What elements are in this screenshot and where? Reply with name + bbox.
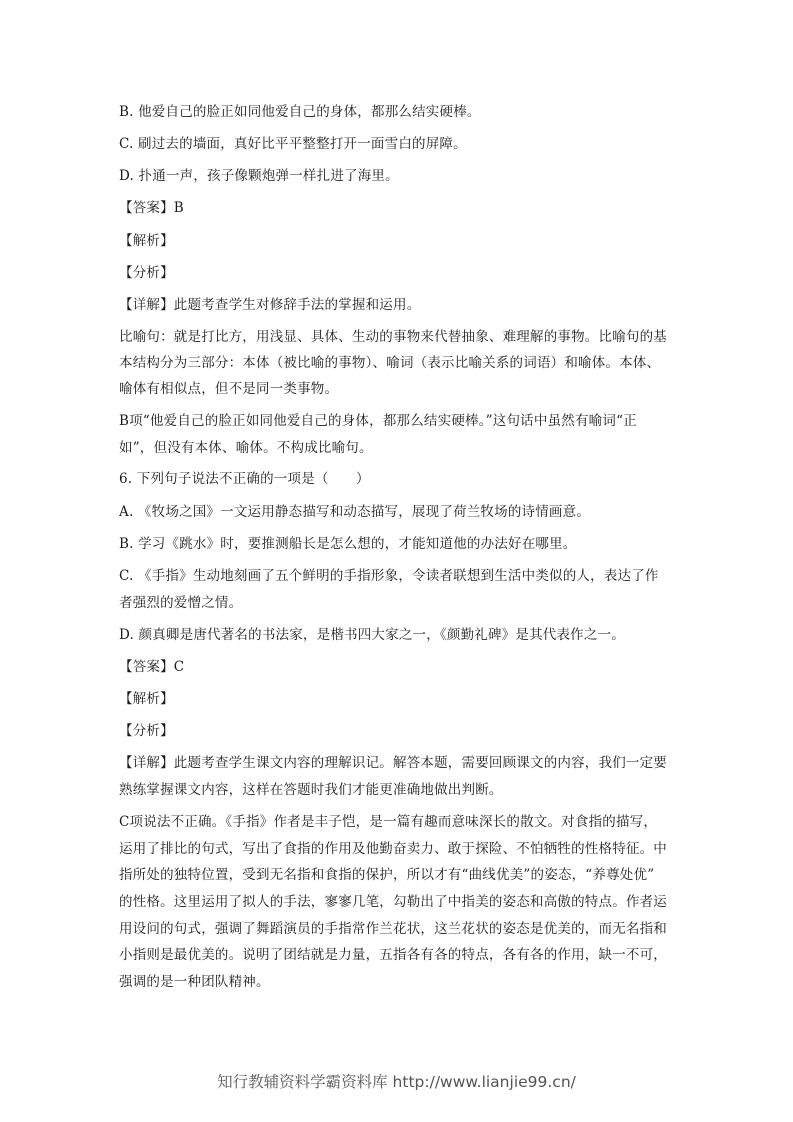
text-line: 小指则是最优美的。说明了团结就是力量，五指各有各的特点，各有各的作用，缺一不可， [119, 947, 667, 963]
text-line: D. 扑通一声，孩子像颗炮弹一样扎进了海里。 [119, 168, 399, 184]
text-line: 用设问的句式，强调了舞蹈演员的手指常作兰花状，这兰花状的姿态是优美的，而无名指和 [119, 921, 667, 937]
emphasis-char: 正 [232, 471, 247, 487]
text-line: 【分析】 [119, 723, 174, 739]
text-line: 运用了排比的句式，写出了食指的作用及他勤奋卖力、敢于探险、不怕牺牲的性格特征。中 [119, 841, 667, 857]
text-line: 的性格。这里运用了拟人的手法，寥寥几笔，勾勒出了中指美的姿态和高傲的特点。作者运 [119, 894, 667, 910]
text-line: 强调的是一种团队精神。 [119, 974, 270, 990]
text-line: 【详解】此题考查学生课文内容的理解识记。解答本题，需要回顾课文的内容，我们一定要 [119, 755, 667, 771]
emphasis-char: 不 [218, 471, 233, 487]
question-6 [119, 470, 679, 488]
text-line: B. 他爱自己的脸正如同他爱自己的身体，都那么结实硬棒。 [119, 104, 481, 120]
text-line: C项说法不正确。《手指》作者是丰子恺，是一篇有趣而意味深长的散文。对食指的描写， [119, 814, 658, 830]
text-line: B. 学习《跳水》时，要推测船长是怎么想的，才能知道他的办法好在哪里。 [119, 536, 577, 552]
text-line: 比喻句：就是打比方，用浅显、具体、生动的事物来代替抽象、难理解的事物。比喻句的基 [119, 329, 667, 345]
text-line: 者强烈的爱憎之情。 [119, 595, 243, 611]
text-line: D. 颜真卿是唐代著名的书法家，是楷书四大家之一，《颜勤礼碑》是其代表作之一。 [119, 627, 625, 643]
text-line: 【分析】 [119, 265, 174, 281]
text-line: C. 刷过去的墙面，真好比平平整整打开一面雪白的屏障。 [119, 136, 467, 152]
text-line: 如”，但没有本体、喻体。不构成比喻句。 [119, 440, 373, 456]
emphasis-text [192, 471, 261, 487]
text-line: 【答案】B [119, 200, 184, 216]
text-line: C. 《手指》生动地刻画了五个鲜明的手指形象，令读者联想到生活中类似的人，表达了作 [119, 568, 659, 584]
text-line: 【答案】C [119, 659, 185, 675]
emphasis-char: 说 [191, 471, 206, 487]
question-suffix: 的一项是（ ） [260, 471, 370, 487]
text-line: 熟练掌握课文内容，这样在答题时我们才能更准确地做出判断。 [119, 782, 503, 798]
emphasis-char: 确 [246, 471, 261, 487]
text-line: 指所处的独特位置，受到无名指和食指的保护，所以才有“曲线优美”的姿态，“养尊处优” [119, 867, 655, 883]
text-line: 喻体有相似点，但不是同一类事物。 [119, 381, 339, 397]
question-prefix: 6. 下列句子 [119, 471, 192, 487]
text-line: 本结构分为三部分：本体（被比喻的事物）、喻词（表示比喻关系的词语）和喻体。本体、 [119, 355, 661, 371]
text-line: 【详解】此题考查学生对修辞手法的掌握和运用。 [119, 297, 421, 313]
text-line: 【解析】 [119, 691, 174, 707]
footer-watermark: 知行教辅资料学霸资料库 http://www.lianjie99.cn/ [217, 1073, 576, 1091]
text-line: A. 《牧场之国》一文运用静态描写和动态描写，展现了荷兰牧场的诗情画意。 [119, 504, 591, 520]
text-line: 【解析】 [119, 233, 174, 249]
emphasis-char: 法 [205, 471, 219, 487]
text-line: B项“他爱自己的脸正如同他爱自己的身体，都那么结实硬棒。”这句话中虽然有喻词“正 [119, 413, 637, 429]
